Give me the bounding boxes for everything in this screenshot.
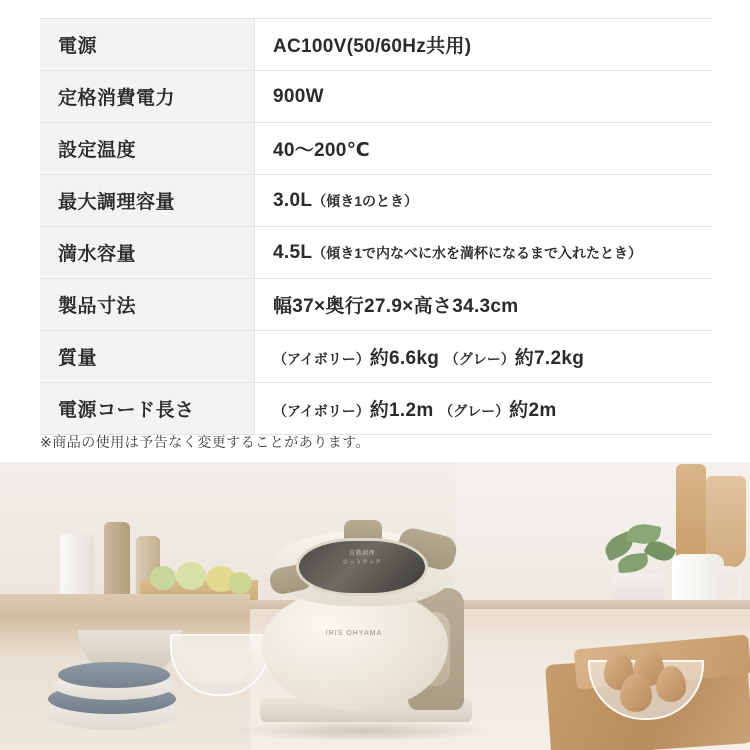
spec-value-text: 幅37×奥行27.9×高さ34.3cm [273,296,519,317]
spec-value [255,331,713,383]
glass-jar [60,534,94,600]
spec-value-text: 3.0L [273,189,313,211]
appliance-brand-label: IRIS OHYAMA [325,630,383,637]
spec-value-prefix: （アイボリー） [273,403,370,419]
panel-text-line-2: ホットクック [342,560,382,566]
spec-label: 設定温度 [40,123,255,175]
table-row [40,227,712,279]
fruit-apple [176,562,206,590]
table-row [40,279,712,331]
spec-table-container [40,18,712,435]
appliance-panel-text [334,550,390,568]
spec-value [255,71,713,123]
pepper-mill [104,522,130,600]
disclaimer-note: ※商品の使用は予告なく変更することがあります。 [40,434,371,450]
spec-value [255,227,713,279]
spec-value-mid: （グレー） [444,351,515,367]
spec-value [255,279,713,331]
plate-stack-top-2 [58,662,170,688]
cooking-appliance [248,492,488,742]
spec-label: 質量 [40,331,255,383]
table-row [40,383,712,435]
panel-text-line-1: 自動調理 [348,551,375,557]
product-photo [0,462,750,750]
spec-value-text: 約1.2m [369,400,434,421]
table-row [40,175,712,227]
spec-value [255,19,713,71]
spec-value-text-2: 約2m [509,400,557,421]
spec-label: 定格消費電力 [40,71,255,123]
pitcher-handle [718,566,743,604]
spec-value-suffix: （傾き1のとき） [312,192,419,209]
table-row [40,331,712,383]
table-row [40,71,712,123]
appliance-body [262,588,448,710]
spec-label: 製品寸法 [40,279,255,331]
spec-value-text-2: 約7.2kg [514,348,585,369]
table-row [40,123,712,175]
spec-value-text: 約6.6kg [369,348,440,369]
spec-label: 電源コード長さ [40,383,255,435]
spec-value-text: 40〜200℃ [273,140,370,161]
spec-value [255,383,713,435]
spec-value [255,175,713,227]
spec-label: 最大調理容量 [40,175,255,227]
egg [620,674,652,712]
spec-table [40,18,712,435]
spec-value-text: AC100V(50/60Hz共用) [273,36,472,57]
spec-value [255,123,713,175]
spec-value-prefix: （アイボリー） [273,351,370,367]
spec-value-text: 4.5L [273,241,313,263]
spec-value-suffix: （傾き1で内なべに水を満杯になるまで入れたとき） [312,244,643,261]
table-row [40,19,712,71]
spec-value-mid: （グレー） [439,403,510,419]
spec-label: 電源 [40,19,255,71]
fruit-grape [150,566,176,590]
egg [656,666,686,702]
spec-value-text: 900W [273,85,324,107]
spec-label: 満水容量 [40,227,255,279]
